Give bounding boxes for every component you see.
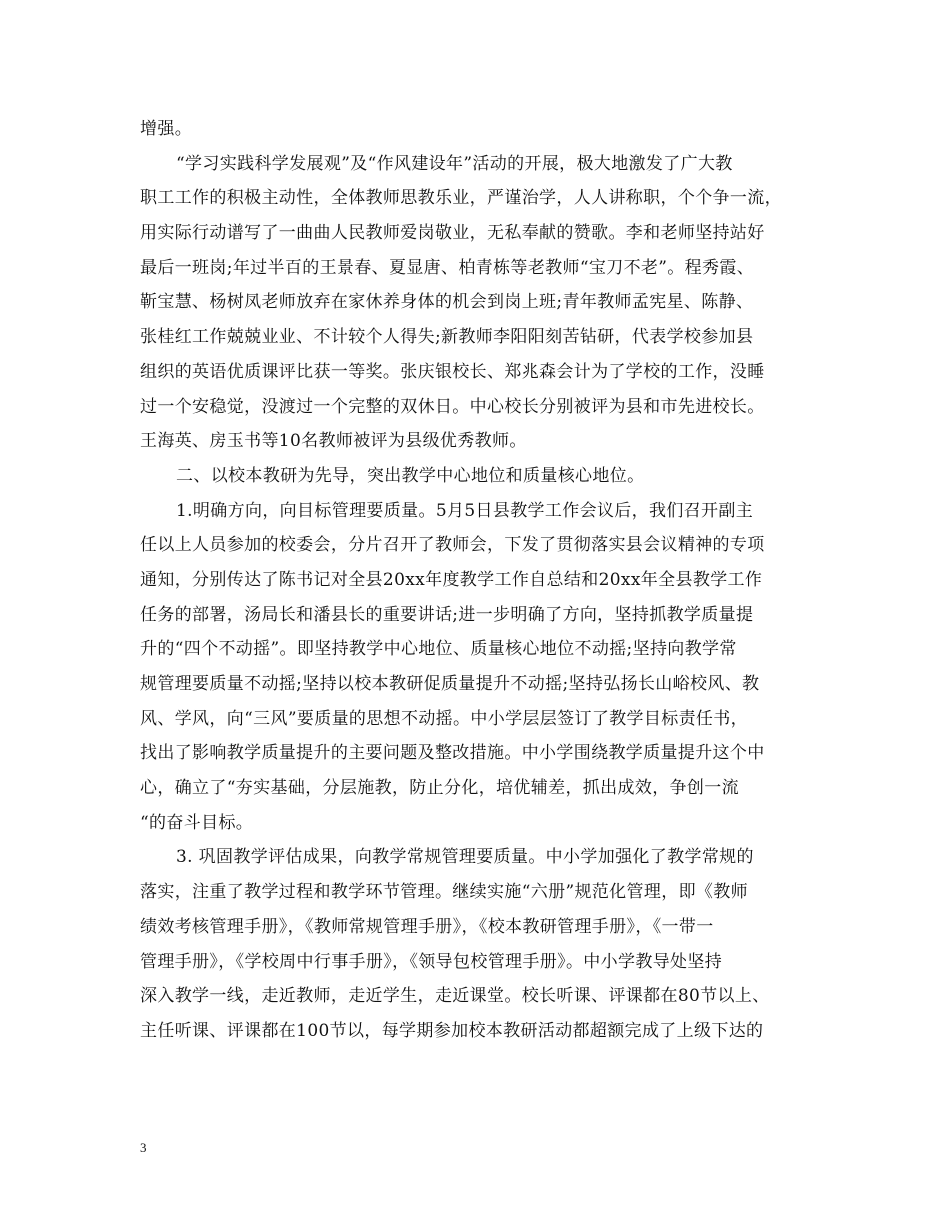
text-line: 风、学风，向“三风”要质量的思想不动摇。中小学层层签订了教学目标责任书，: [140, 708, 748, 729]
paragraph-first-line: 3. 巩固教学评估成果，向教学常规管理要质量。中小学加强化了教学常规的: [176, 847, 754, 868]
text-line: 落实，注重了教学过程和教学环节管理。继续实施“六册”规范化管理，即《教师: [140, 882, 748, 903]
text-line: 靳宝慧、杨树凤老师放弃在家休养身体的机会到岗上班;青年教师孟宪星、陈静、: [140, 292, 754, 313]
text-line: 任以上人员参加的校委会，分片召开了教师会，下发了贯彻落实县会议精神的专项: [140, 535, 765, 556]
text-line: 深入教学一线，走近教师，走近学生，走近课堂。校长听课、评课都在80节以上、: [140, 986, 770, 1007]
text-line: 张桂红工作兢兢业业、不计较个人得失;新教师李阳阳刻苦钻研，代表学校参加县: [140, 327, 754, 348]
text-line: 主任听课、评课都在100节以，每学期参加校本教研活动都超额完成了上级下达的: [140, 1020, 764, 1041]
text-line: 王海英、房玉书等10名教师被评为县级优秀教师。: [140, 431, 527, 452]
text-line: 规管理要质量不动摇;坚持以校本教研促质量提升不动摇;坚持弘扬长山峪校风、教: [140, 674, 760, 694]
text-line: 升的“四个不动摇”。即坚持教学中心地位、质量核心地位不动摇;坚持向教学常: [140, 639, 737, 660]
paragraph-first-line: “学习实践科学发展观”及“作风建设年”活动的开展，极大地激发了广大教: [176, 153, 733, 174]
text-line: 找出了影响教学质量提升的主要问题及整改措施。中小学围绕教学质量提升这个中: [140, 743, 765, 764]
text-line: 组织的英语优质课评比获一等奖。张庆银校长、郑兆森会计为了学校的工作，没睡: [140, 361, 765, 382]
text-line: “的奋斗目标。: [140, 812, 254, 833]
text-line: 心，确立了“夯实基础，分层施教，防止分化，培优辅差，抓出成效，争创一流: [140, 778, 739, 799]
text-line: 通知，分别传达了陈书记对全县20xx年度教学工作自总结和20xx年全县教学工作: [140, 569, 763, 590]
text-line: 过一个安稳觉，没渡过一个完整的双休日。中心校长分别被评为县和市先进校长。: [140, 396, 765, 417]
page-number: 3: [140, 1140, 147, 1155]
text-line: 最后一班岗;年过半百的王景春、夏显唐、柏青栋等老教师“宝刀不老”。程秀霞、: [140, 257, 755, 278]
paragraph-first-line: 1.明确方向，向目标管理要质量。5月5日县教学工作会议后，我们召开副主: [176, 500, 754, 521]
text-line: 职工工作的积极主动性，全体教师思教乐业，严谨治学，人人讲称职，个个争一流，: [140, 188, 782, 209]
text-line: 管理手册》，《学校周中行事手册》，《领导包校管理手册》。中小学教导处坚持: [140, 951, 723, 972]
text-line: 增强。: [140, 119, 193, 139]
body-text: [140, 112, 812, 1049]
text-line: 用实际行动谱写了一曲曲人民教师爱岗敬业，无私奉献的赞歌。李和老师坚持站好: [140, 223, 765, 244]
text-line: 绩效考核管理手册》，《教师常规管理手册》，《校本教研管理手册》，《一带一: [140, 916, 714, 937]
section-heading: 二、以校本教研为先导，突出教学中心地位和质量核心地位。: [176, 465, 645, 486]
text-line: 任务的部署，汤局长和潘县长的重要讲话;进一步明确了方向，坚持抓教学质量提: [140, 604, 754, 625]
